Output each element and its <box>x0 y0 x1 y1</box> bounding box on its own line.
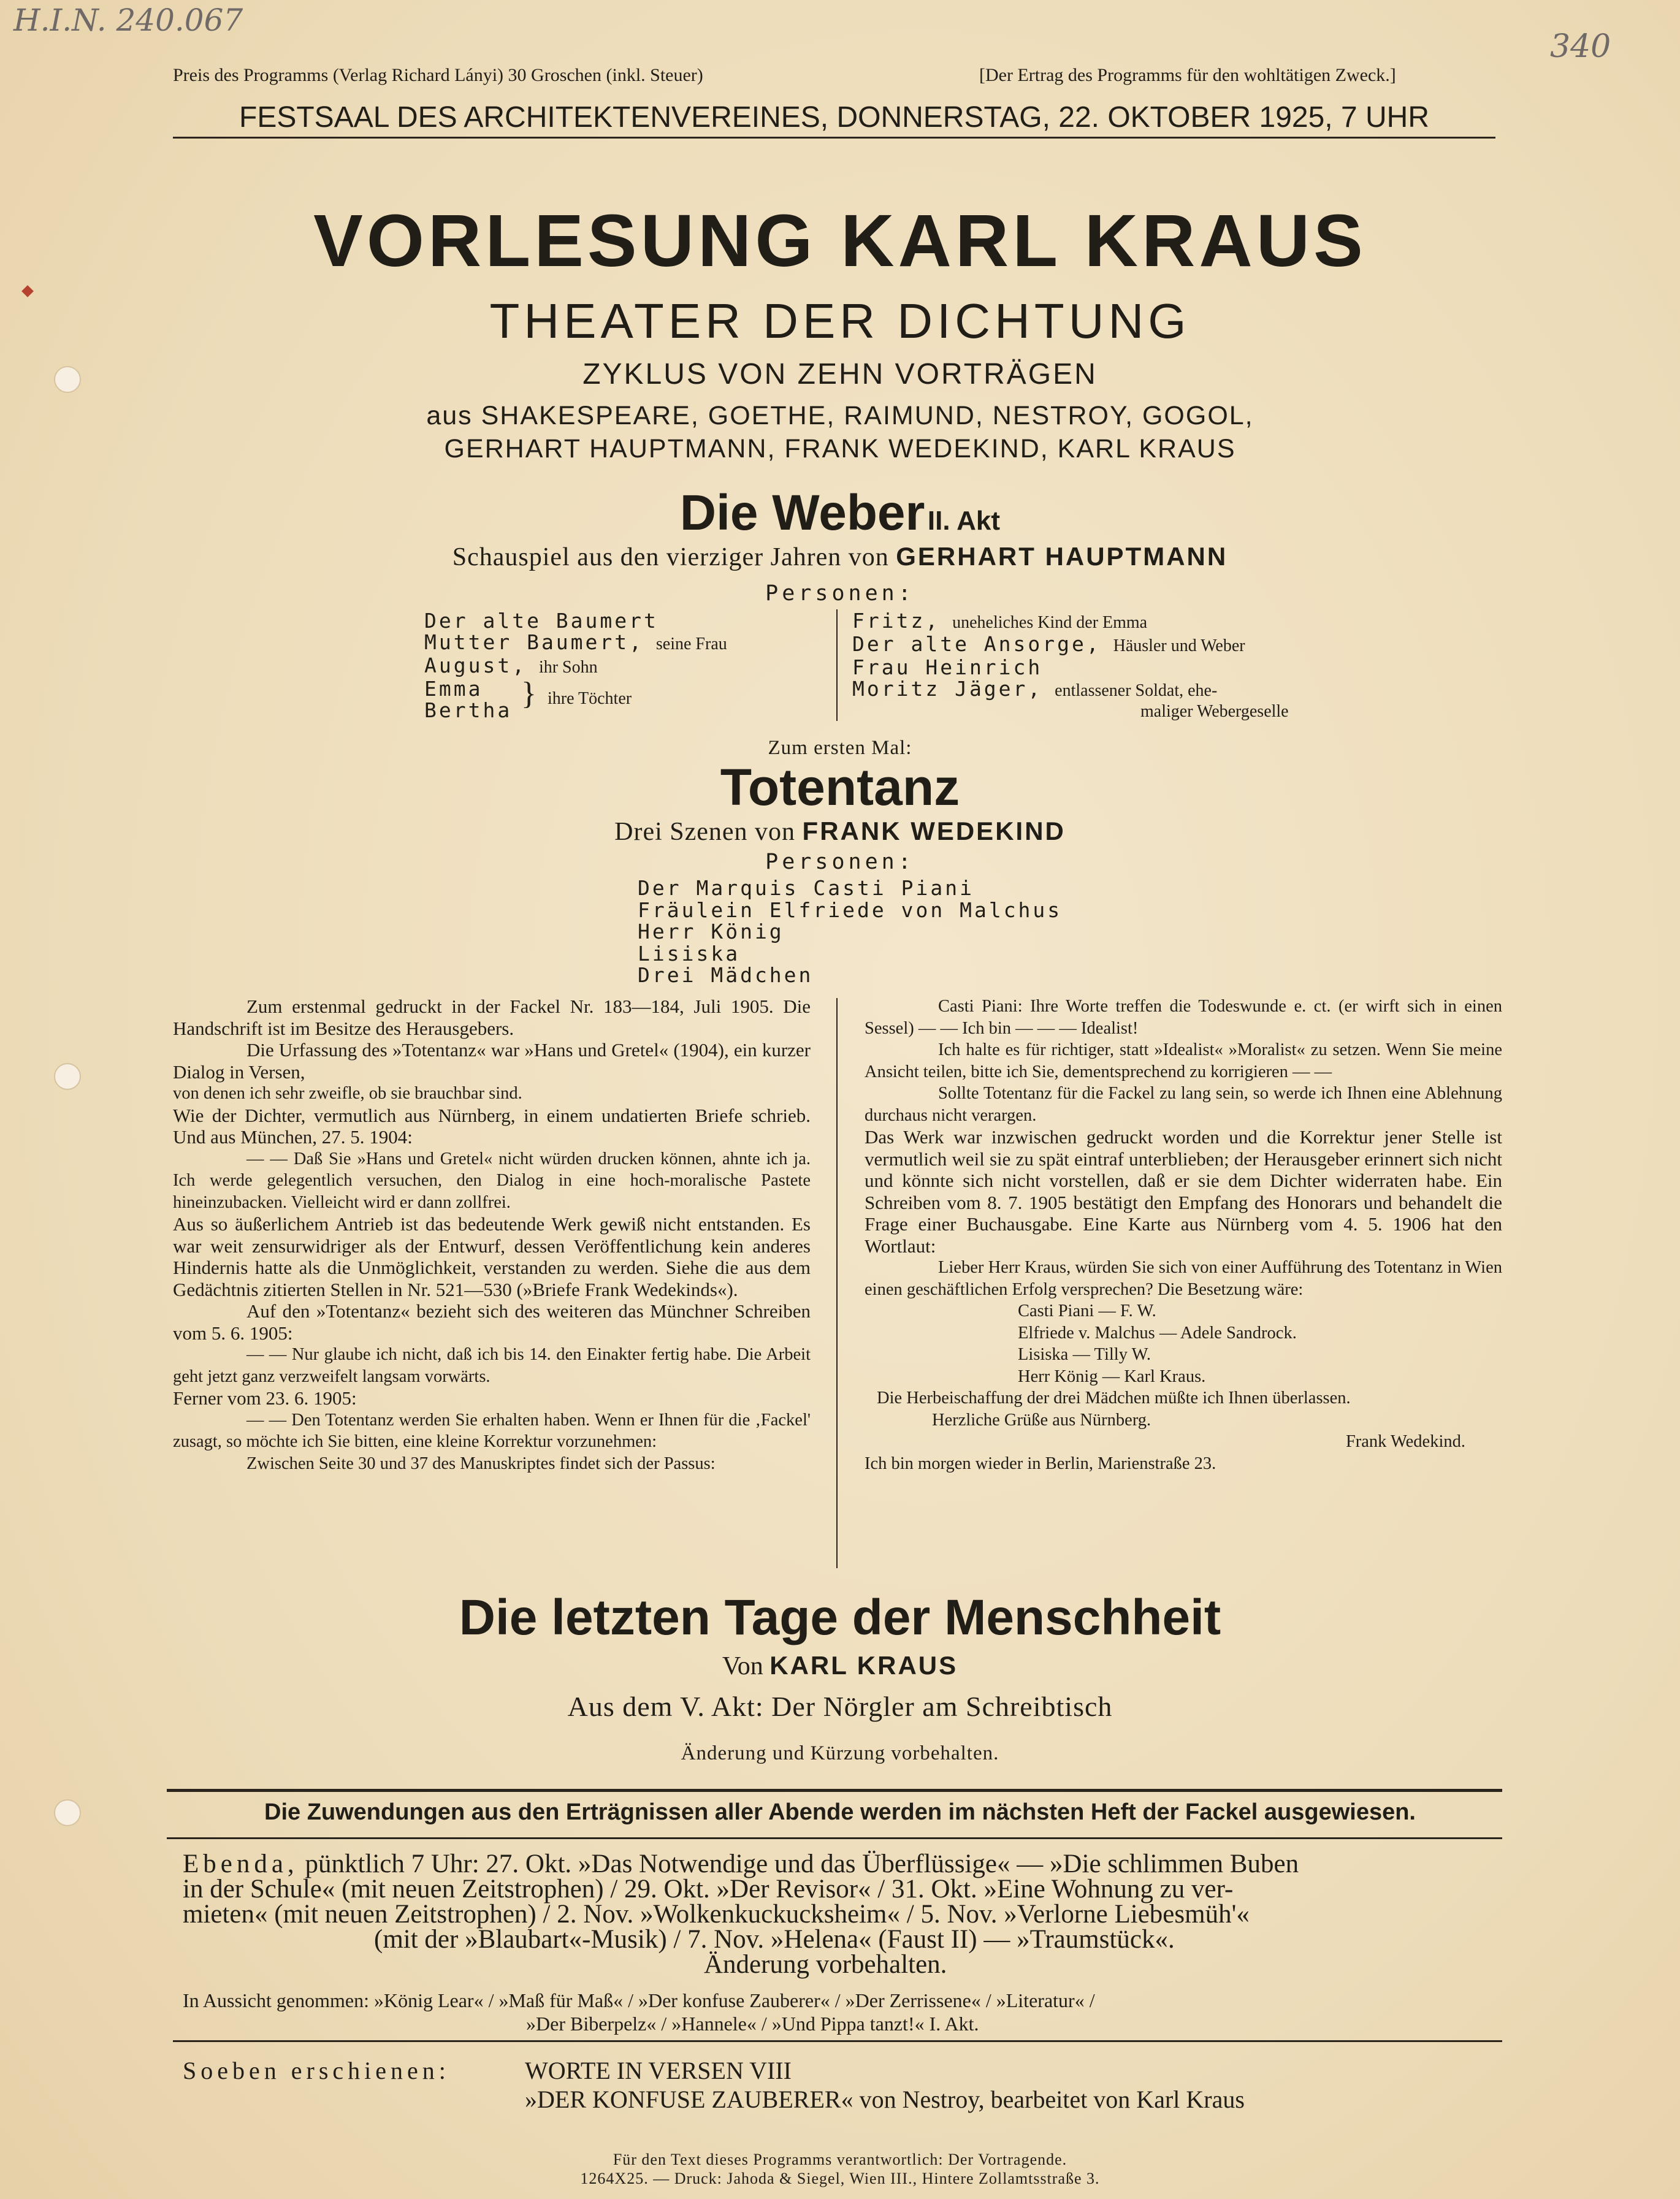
letzte-tage-excerpt: Aus dem V. Akt: Der Nörgler am Schreibtisch <box>567 1691 1113 1722</box>
page-number: 340 <box>1550 28 1611 65</box>
cast-entry: Fräulein Elfriede von Malchus <box>638 898 1063 922</box>
schedule-line: Ebenda, pünktlich 7 Uhr: 27. Okt. »Das Notwendige und das Überflüssige« — »Die schlimmen Buben <box>183 1850 1299 1878</box>
note-paragraph: Casti Piani: Ihre Worte treffen die Todeswunde e. ct. (er wirft sich in einen Sessel) — — Ich bin — — — Idealist! <box>865 997 1502 1038</box>
cast-entry: Der alte Ansorge, Häusler und Weber <box>852 632 1245 656</box>
price-note: Preis des Programms (Verlag Richard Lányi) 30 Groschen (inkl. Steuer) <box>173 65 703 85</box>
schedule-line: (mit der »Blaubart«-Musik) / 7. Nov. »Helena« (Faust II) — »Traumstück«. <box>374 1925 1175 1954</box>
note-paragraph: Ich halte es für richtiger, statt »Idealist« »Moralist« zu setzen. Wenn Sie meine Ansicht teilen, bitte ich Sie, dementsprechend zu korrigieren — — <box>865 1040 1502 1081</box>
cast-entry: Fritz, uneheliches Kind der Emma <box>852 609 1148 633</box>
inventory-number: H.I.N. 240.067 <box>13 2 243 38</box>
cast-entry: August, ihr Sohn <box>424 654 598 677</box>
cast-entry: Moritz Jäger, entlassener Soldat, ehe- <box>852 677 1218 701</box>
note-paragraph: — — Nur glaube ich nicht, daß ich bis 14. den Einakter fertig habe. Die Arbeit geht jetzt ganz verzweifelt langsam vorwärts. <box>173 1345 811 1386</box>
notes-left-column <box>173 996 811 1474</box>
cast-entry: Der Marquis Casti Piani <box>638 876 974 900</box>
totentanz-subtitle <box>0 817 1680 847</box>
letzte-tage-author: KARL KRAUS <box>769 1651 958 1680</box>
cast-divider <box>836 609 838 721</box>
cast-entry: Mutter Baumert, seine Frau <box>424 630 727 654</box>
note-paragraph: Casti Piani — F. W. <box>1018 1301 1156 1321</box>
note-paragraph: Sollte Totentanz für die Fackel zu lang sein, so werde ich Ihnen eine Ablehnung durchaus nicht verargen. <box>865 1084 1502 1125</box>
prospect <box>183 1989 1095 2035</box>
cast-entry: Drei Mädchen <box>638 963 814 987</box>
publications-rule <box>173 2040 1502 2042</box>
daughters-desc: ihre Töchter <box>548 689 632 708</box>
letzte-tage-byline <box>0 1651 1680 1681</box>
note-paragraph: Die Herbeischaffung der drei Mädchen müßte ich Ihnen überlassen. <box>877 1389 1351 1408</box>
note-paragraph: Die Urfassung des »Totentanz« war »Hans und Gretel« (1904), ein kurzer Dialog in Versen, <box>173 1039 811 1083</box>
cast-entry: Bertha <box>424 698 513 722</box>
charity-note: [Der Ertrag des Programms für den wohltätigen Zweck.] <box>979 65 1396 85</box>
note-paragraph: Auf den »Totentanz« bezieht sich des weiteren das Münchner Schreiben vom 5. 6. 1905: <box>173 1300 811 1344</box>
note-paragraph: — — Daß Sie »Hans und Gretel« nicht würden drucken können, ahnte ich ja. Ich werde gelegentlich versuchen, den Dialog in eine hoch-moralische Pastete hineinzubacken. Vielleicht wird er dann zollfrei. <box>173 1149 811 1212</box>
fackel-notice: Die Zuwendungen aus den Erträgnissen aller Abende werden im nächsten Heft der Fackel ausgewiesen. <box>264 1799 1416 1825</box>
weber-subtitle <box>0 542 1680 572</box>
publication-item: WORTE IN VERSEN VIII <box>525 2057 792 2084</box>
note-paragraph: Zwischen Seite 30 und 37 des Manuskriptes findet sich der Passus: <box>246 1454 716 1473</box>
note-paragraph: Ferner vom 23. 6. 1905: <box>173 1387 357 1409</box>
page-title: VORLESUNG KARL KRAUS <box>313 199 1367 282</box>
brace: } <box>521 676 536 711</box>
note-paragraph: Wie der Dichter, vermutlich aus Nürnberg, in einem undatierten Briefe schrieb. Und aus München, 27. 5. 1904: <box>173 1104 811 1148</box>
note-paragraph: Lieber Herr Kraus, würden Sie sich von einer Aufführung des Totentanz in Wien einen geschäftlichen Erfolg versprechen? Die Besetzung wäre: <box>865 1258 1502 1299</box>
weber-author: GERHART HAUPTMANN <box>896 542 1228 571</box>
subtitle: THEATER DER DICHTUNG <box>489 294 1191 348</box>
schedule-line: mieten« (mit neuen Zeitstrophen) / 2. Nov. »Wolkenkuckucksheim« / 5. Nov. »Verlorne Liebesmüh'« <box>183 1900 1250 1929</box>
notice-rule-bottom <box>167 1837 1502 1839</box>
totentanz-cast <box>638 877 1062 986</box>
venue-line: FESTSAAL DES ARCHITEKTENVEREINES, DONNERSTAG, 22. OKTOBER 1925, 7 UHR <box>239 101 1429 134</box>
note-paragraph: Das Werk war inzwischen gedruckt worden und die Korrektur jener Stelle ist vermutlich weil sie zu spät eintraf unterblieben; der Herausgeber erinnert sich nicht und könnte sich nicht vorstellen, daß er sie dem Dichter widerraten habe. Ein Schreiben vom 8. 7. 1905 bestätigt den Empfang des Honorars und behandelt die Frage einer Buchausgabe. Eine Karte aus Nürnberg vom 4. 5. 1906 hat den Wortlaut: <box>865 1126 1502 1257</box>
cast-entry: Der alte Baumert <box>424 609 659 633</box>
note-paragraph: Herr König — Karl Kraus. <box>1018 1366 1206 1386</box>
totentanz-author: FRANK WEDEKIND <box>802 817 1066 845</box>
totentanz-subtitle-prefix: Drei Szenen von <box>614 818 796 846</box>
column-divider <box>836 998 838 1568</box>
schedule-lead: Ebenda, <box>183 1850 299 1878</box>
prospect-line: »Der Biberpelz« / »Hannele« / »Und Pippa tanzt!« I. Akt. <box>526 2013 979 2035</box>
notice-rule-top <box>167 1789 1502 1792</box>
schedule-line: Änderung vorbehalten. <box>704 1950 947 1979</box>
publication-item: »DER KONFUSE ZAUBERER« von Nestroy, bearbeitet von Karl Kraus <box>525 2086 1245 2113</box>
totentanz-persons-label: Personen: <box>765 850 915 874</box>
note-paragraph: von denen ich sehr zweifle, ob sie brauchbar sind. <box>173 1084 522 1103</box>
weber-subtitle-prefix: Schauspiel aus den vierziger Jahren von <box>452 543 889 571</box>
publications-label: Soeben erschienen: <box>183 2057 450 2084</box>
weber-cast-right <box>852 610 1245 701</box>
note-paragraph: Aus so äußerlichem Antrieb ist das bedeutende Werk gewiß nicht entstanden. Es war weit zensurwidriger als der Entwurf, dessen Veröffentlichung kein anderes Hindernis hatte als die Unmöglichkeit, verstanden zu werden. Siehe die aus dem Gedächtnis zitierten Stellen in Nr. 521—530 (»Briefe Frank Wedekinds«). <box>173 1213 811 1300</box>
header-rule <box>173 137 1495 139</box>
letzte-tage-by-prefix: Von <box>722 1652 763 1680</box>
note-paragraph: Elfriede v. Malchus — Adele Sandrock. <box>1018 1323 1297 1343</box>
weber-act: II. Akt <box>927 506 1001 536</box>
cast-entry: Emma <box>424 677 483 701</box>
publications-list <box>525 2056 1245 2114</box>
weber-title: Die Weber <box>679 485 925 541</box>
change-note: Änderung und Kürzung vorbehalten. <box>681 1742 999 1764</box>
prospect-label: In Aussicht genommen: <box>183 1989 369 2011</box>
cast-entry: Herr König <box>638 920 784 943</box>
note-paragraph: Lisiska — Tilly W. <box>1018 1345 1151 1364</box>
authors-line-2: GERHART HAUPTMANN, FRANK WEDEKIND, KARL KRAUS <box>444 434 1236 463</box>
punch-hole <box>54 1063 81 1090</box>
first-time-label: Zum ersten Mal: <box>768 737 912 759</box>
weber-persons-label: Personen: <box>765 581 915 606</box>
note-paragraph: Herzliche Grüße aus Nürnberg. <box>932 1410 1151 1430</box>
note-paragraph: Zum erstenmal gedruckt in der Fackel Nr. 183—184, Juli 1905. Die Handschrift ist im Besitze des Herausgebers. <box>173 996 811 1039</box>
note-signature: Frank Wedekind. <box>1345 1432 1465 1451</box>
footer-printer: 1264X25. — Druck: Jahoda & Siegel, Wien III., Hintere Zollamtsstraße 3. <box>580 2170 1100 2187</box>
prospect-line: In Aussicht genommen: »König Lear« / »Maß für Maß« / »Der konfuse Zauberer« / »Der Zerrissene« / »Literatur« / <box>183 1989 1095 2011</box>
totentanz-title: Totentanz <box>720 758 960 816</box>
letzte-tage-title: Die letzten Tage der Menschheit <box>459 1590 1221 1645</box>
authors-line-1: aus SHAKESPEARE, GOETHE, RAIMUND, NESTROY, GOGOL, <box>426 401 1254 430</box>
cast-entry: Frau Heinrich <box>852 655 1043 679</box>
cast-entry: Lisiska <box>638 941 741 966</box>
schedule-line: in der Schule« (mit neuen Zeitstrophen) / 29. Okt. »Der Revisor« / 31. Okt. »Eine Wohnung zu ver- <box>183 1875 1234 1904</box>
footer-responsibility: Für den Text dieses Programms verantwortlich: Der Vortragende. <box>613 2151 1067 2168</box>
upcoming-schedule <box>183 1851 1299 1977</box>
weber-heading <box>0 484 1680 542</box>
cycle-line: ZYKLUS VON ZEHN VORTRÄGEN <box>582 358 1098 391</box>
note-paragraph: Ich bin morgen wieder in Berlin, Marienstraße 23. <box>865 1454 1216 1473</box>
cast-continuation: maliger Webergeselle <box>1140 702 1289 721</box>
note-paragraph: — — Den Totentanz werden Sie erhalten haben. Wenn er Ihnen für die ‚Fackel' zusagt, so möchte ich Sie bitten, eine kleine Korrektur vorzunehmen: <box>173 1410 811 1451</box>
notes-right-column <box>865 996 1502 1474</box>
